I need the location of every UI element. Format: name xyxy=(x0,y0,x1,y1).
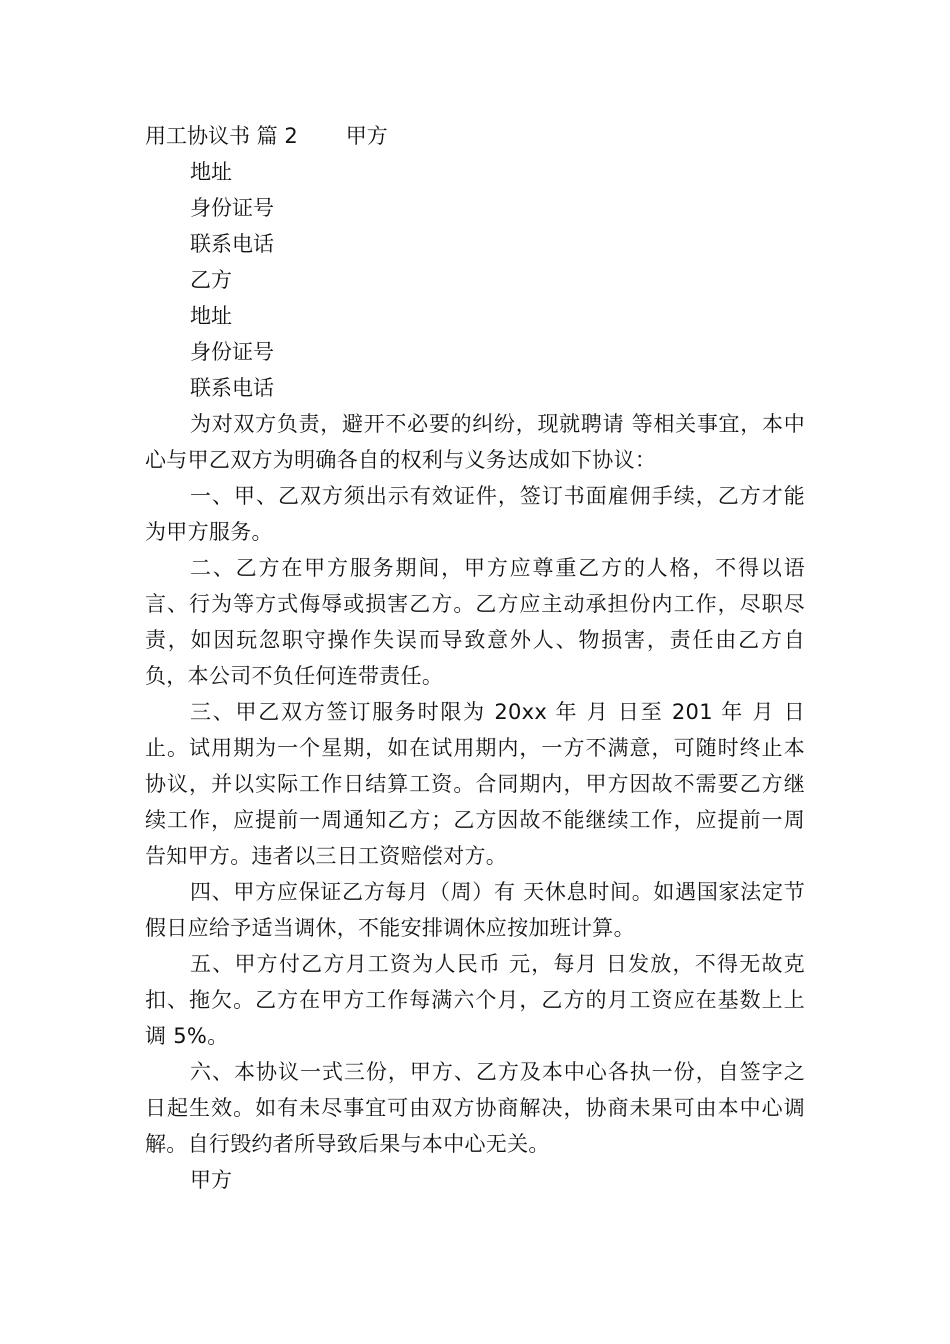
party-b-label: 乙方 xyxy=(190,268,232,292)
closing-party-label: 甲方 xyxy=(190,1168,232,1192)
paragraph-clause-1: 一、甲、乙双方须出示有效证件，签订书面雇佣手续，乙方才能为甲方服务。 xyxy=(145,484,805,544)
paragraph-clause-6: 六、本协议一式三份，甲方、乙方及本中心各执一份，自签字之日起生效。如有未尽事宜可由双方协商解决，协商未果可由本中心调解。自行毁约者所导致后果与本中心无关。 xyxy=(145,1060,805,1156)
party-a-address-label: 地址 xyxy=(190,160,232,184)
party-b-address-label: 地址 xyxy=(190,304,232,328)
party-b-id-label: 身份证号 xyxy=(190,340,274,364)
party-b-phone-label: 联系电话 xyxy=(190,376,274,400)
paragraph-clause-5: 五、甲方付乙方月工资为人民币 元，每月 日发放，不得无故克扣、拖欠。乙方在甲方工作每满六个月，乙方的月工资应在基数上上调 5%。 xyxy=(145,952,805,1048)
party-a-phone-label: 联系电话 xyxy=(190,232,274,256)
paragraph-clause-4: 四、甲方应保证乙方每月（周）有 天休息时间。如遇国家法定节假日应给予适当调休，不能安排调休应按加班计算。 xyxy=(145,880,805,940)
party-a-id-label: 身份证号 xyxy=(190,196,274,220)
paragraph-intro: 为对双方负责，避开不必要的纠纷，现就聘请 等相关事宜，本中心与甲乙双方为明确各自的权利与义务达成如下协议： xyxy=(145,412,805,472)
paragraph-clause-3: 三、甲乙双方签订服务时限为 20xx 年 月 日至 201 年 月 日止。试用期为一个星期，如在试用期内，一方不满意，可随时终止本协议，并以实际工作日结算工资。合同期内，甲方因故不需要乙方继续工作，应提前一周通知乙方；乙方因故不能继续工作，应提前一周告知甲方。违者以三日工资赔偿对方。 xyxy=(145,700,805,868)
document-title-line xyxy=(145,118,805,154)
paragraph-clause-2: 二、乙方在甲方服务期间，甲方应尊重乙方的人格，不得以语言、行为等方式侮辱或损害乙方。乙方应主动承担份内工作，尽职尽责，如因玩忽职守操作失误而导致意外人、物损害，责任由乙方自负，本公司不负任何连带责任。 xyxy=(145,556,805,688)
document-body xyxy=(145,118,805,1198)
title-party-label: 甲方 xyxy=(345,124,388,148)
document-title: 用工协议书 篇 2 xyxy=(145,124,298,148)
